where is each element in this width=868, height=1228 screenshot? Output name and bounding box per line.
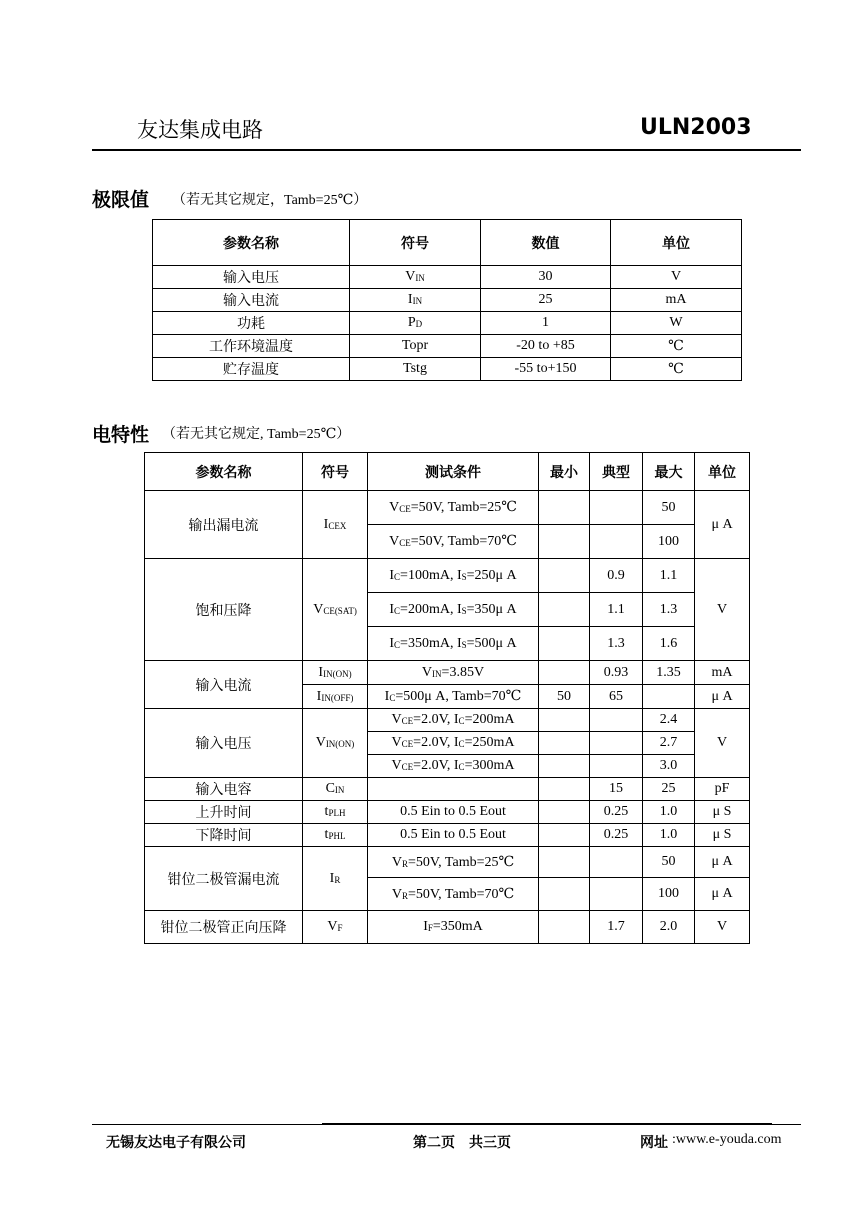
table-row	[145, 847, 750, 878]
table-row	[153, 266, 742, 289]
symbol: Topr	[350, 335, 481, 358]
param-name: 输入电容	[145, 778, 303, 801]
typ: 0.93	[590, 661, 643, 685]
unit: W	[611, 312, 742, 335]
header-part-number: ULN2003	[640, 115, 752, 140]
footer-company: 无锡友达电子有限公司	[106, 1135, 246, 1151]
condition: $V_R=50V$, Tamb=70℃	[368, 878, 539, 911]
symbol: $t_{PLH}$	[303, 801, 368, 824]
symbol: $I_{IN(OFF)}$	[303, 685, 368, 709]
min	[539, 627, 590, 661]
unit: μ A	[695, 878, 750, 911]
symbol: $V_{IN}$	[350, 266, 481, 289]
param-name: 输出漏电流	[145, 491, 303, 559]
footer-rule-accent	[322, 1123, 772, 1125]
typ	[590, 755, 643, 778]
value: 30	[481, 266, 611, 289]
typ: 15	[590, 778, 643, 801]
value: 1	[481, 312, 611, 335]
symbol: $I_{CEX}$	[303, 491, 368, 559]
table-header-row	[145, 453, 750, 491]
table-row	[145, 801, 750, 824]
table-row	[145, 824, 750, 847]
max: 2.0	[643, 911, 695, 944]
min	[539, 661, 590, 685]
typ	[590, 491, 643, 525]
param-name: 输入电压	[145, 709, 303, 778]
condition	[368, 778, 539, 801]
max: 1.35	[643, 661, 695, 685]
typ	[590, 709, 643, 732]
typ: 1.3	[590, 627, 643, 661]
min	[539, 525, 590, 559]
unit: μ A	[695, 847, 750, 878]
limits-note: （若无其它规定，Tamb=25℃）	[172, 193, 368, 208]
typ	[590, 732, 643, 755]
table-row	[145, 911, 750, 944]
symbol: $I_{IN}$	[350, 289, 481, 312]
col-header: 符号	[303, 453, 368, 491]
col-header: 测试条件	[368, 453, 539, 491]
min	[539, 755, 590, 778]
min	[539, 491, 590, 525]
col-header: 最大	[643, 453, 695, 491]
min	[539, 878, 590, 911]
condition: 0.5 Ein to 0.5 Eout	[368, 801, 539, 824]
condition: $I_C=200mA$, $I_S=350\mu$ A	[368, 593, 539, 627]
typ	[590, 878, 643, 911]
table-row	[145, 559, 750, 593]
table-row	[153, 358, 742, 381]
table-row	[145, 709, 750, 732]
typ: 0.25	[590, 801, 643, 824]
condition: $V_{CE}=2.0V$, $I_C=200mA$	[368, 709, 539, 732]
limits-table	[152, 219, 742, 381]
min	[539, 593, 590, 627]
param-name: 饱和压降	[145, 559, 303, 661]
unit: mA	[611, 289, 742, 312]
symbol: $I_{IN(ON)}$	[303, 661, 368, 685]
symbol: $t_{PHL}$	[303, 824, 368, 847]
unit: μ A	[695, 685, 750, 709]
col-header: 单位	[695, 453, 750, 491]
col-header: 参数名称	[145, 453, 303, 491]
param-name: 输入电流	[145, 661, 303, 709]
min	[539, 847, 590, 878]
value: -20 to +85	[481, 335, 611, 358]
max: 50	[643, 847, 695, 878]
param-name: 下降时间	[145, 824, 303, 847]
max: 100	[643, 878, 695, 911]
condition: $V_{CE}=2.0V$, $I_C=300mA$	[368, 755, 539, 778]
footer-website-label: 网址	[640, 1135, 668, 1151]
param-name: 功耗	[153, 312, 350, 335]
max: 3.0	[643, 755, 695, 778]
max: 2.4	[643, 709, 695, 732]
unit: pF	[695, 778, 750, 801]
min: 50	[539, 685, 590, 709]
max: 1.0	[643, 824, 695, 847]
table-header-row	[153, 220, 742, 266]
typ: 0.9	[590, 559, 643, 593]
footer-website-url[interactable]: :www.e-youda.com	[672, 1132, 782, 1147]
min	[539, 778, 590, 801]
electrical-note: （若无其它规定, Tamb=25℃）	[162, 427, 351, 442]
symbol: $I_R$	[303, 847, 368, 911]
max: 1.1	[643, 559, 695, 593]
header-rule	[92, 149, 801, 151]
max: 50	[643, 491, 695, 525]
max: 25	[643, 778, 695, 801]
table-row	[145, 491, 750, 525]
table-row	[145, 778, 750, 801]
unit: V	[611, 266, 742, 289]
unit: μ S	[695, 801, 750, 824]
condition: $I_C=100mA$, $I_S=250\mu$ A	[368, 559, 539, 593]
condition: $I_C=350mA$, $I_S=500\mu$ A	[368, 627, 539, 661]
typ	[590, 847, 643, 878]
typ: 1.1	[590, 593, 643, 627]
max: 1.0	[643, 801, 695, 824]
symbol: $V_{IN(ON)}$	[303, 709, 368, 778]
typ: 65	[590, 685, 643, 709]
col-header: 数值	[481, 220, 611, 266]
electrical-table	[144, 452, 750, 944]
param-name: 输入电流	[153, 289, 350, 312]
limits-title: 极限值	[92, 189, 150, 211]
condition: $V_{CE}=50V$, Tamb=70℃	[368, 525, 539, 559]
table-row	[153, 335, 742, 358]
table-row	[153, 312, 742, 335]
max: 1.6	[643, 627, 695, 661]
condition: $V_{CE}=2.0V$, $I_C=250mA$	[368, 732, 539, 755]
condition: $I_C=500\mu$ A, Tamb=70℃	[368, 685, 539, 709]
symbol: Tstg	[350, 358, 481, 381]
condition: 0.5 Ein to 0.5 Eout	[368, 824, 539, 847]
min	[539, 559, 590, 593]
param-name: 钳位二极管漏电流	[145, 847, 303, 911]
value: -55 to+150	[481, 358, 611, 381]
unit: V	[695, 559, 750, 661]
electrical-title: 电特性	[92, 424, 150, 446]
footer-page-number: 第二页 共三页	[413, 1135, 511, 1151]
condition: $V_R=50V$, Tamb=25℃	[368, 847, 539, 878]
table-row	[145, 661, 750, 685]
symbol: $P_D$	[350, 312, 481, 335]
unit: ℃	[611, 358, 742, 381]
unit: mA	[695, 661, 750, 685]
symbol: $V_{CE(SAT)}$	[303, 559, 368, 661]
param-name: 工作环境温度	[153, 335, 350, 358]
condition: $V_{IN}=3.85V$	[368, 661, 539, 685]
param-name: 输入电压	[153, 266, 350, 289]
unit: μ S	[695, 824, 750, 847]
typ: 1.7	[590, 911, 643, 944]
unit: ℃	[611, 335, 742, 358]
min	[539, 732, 590, 755]
param-name: 贮存温度	[153, 358, 350, 381]
min	[539, 911, 590, 944]
max: 100	[643, 525, 695, 559]
col-header: 符号	[350, 220, 481, 266]
symbol: $C_{IN}$	[303, 778, 368, 801]
param-name: 上升时间	[145, 801, 303, 824]
max	[643, 685, 695, 709]
col-header: 最小	[539, 453, 590, 491]
max: 1.3	[643, 593, 695, 627]
value: 25	[481, 289, 611, 312]
min	[539, 801, 590, 824]
condition: $V_{CE}=50V$, Tamb=25℃	[368, 491, 539, 525]
condition: $I_F=350mA$	[368, 911, 539, 944]
col-header: 参数名称	[153, 220, 350, 266]
max: 2.7	[643, 732, 695, 755]
unit: μ A	[695, 491, 750, 559]
param-name: 钳位二极管正向压降	[145, 911, 303, 944]
col-header: 典型	[590, 453, 643, 491]
header-company: 友达集成电路	[137, 118, 263, 142]
min	[539, 709, 590, 732]
table-row	[153, 289, 742, 312]
col-header: 单位	[611, 220, 742, 266]
symbol: $V_F$	[303, 911, 368, 944]
typ	[590, 525, 643, 559]
unit: V	[695, 709, 750, 778]
unit: V	[695, 911, 750, 944]
typ: 0.25	[590, 824, 643, 847]
min	[539, 824, 590, 847]
